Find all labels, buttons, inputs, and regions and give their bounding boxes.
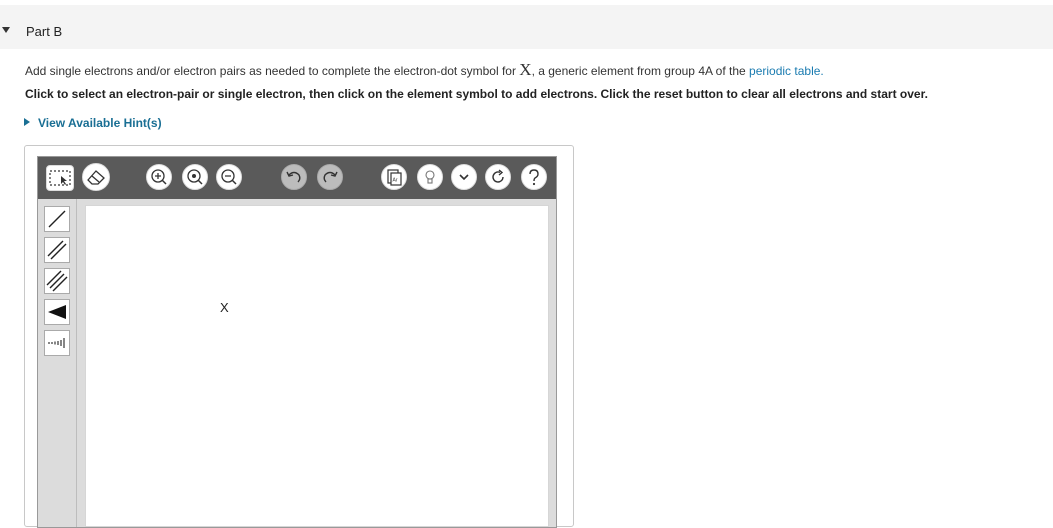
part-header[interactable] — [0, 5, 1053, 49]
drawing-tool-panel — [24, 145, 574, 527]
drawing-canvas[interactable] — [85, 205, 549, 527]
instruction-symbol: X — [519, 60, 532, 79]
double-bond-icon[interactable] — [44, 237, 70, 263]
lightbulb-icon[interactable] — [417, 164, 443, 190]
template-icon[interactable] — [381, 164, 407, 190]
eraser-icon[interactable] — [82, 163, 110, 191]
collapse-arrow-icon[interactable] — [2, 27, 10, 33]
instruction-text — [25, 60, 824, 80]
instruction-prefix: Add single electrons and/or electron pairs as needed to complete the electron-dot symbol for — [25, 64, 520, 78]
redo-icon[interactable] — [317, 164, 343, 190]
caret-right-icon — [24, 118, 30, 126]
zoom-out-icon[interactable] — [216, 164, 242, 190]
element-symbol[interactable]: X — [220, 300, 229, 315]
template-label: Ar — [392, 177, 398, 184]
reset-icon[interactable] — [485, 164, 511, 190]
view-hints-toggle[interactable] — [24, 116, 162, 130]
single-bond-icon[interactable] — [44, 206, 70, 232]
chevron-down-icon[interactable] — [451, 164, 477, 190]
help-icon[interactable] — [521, 164, 547, 190]
wedge-bond-icon[interactable] — [44, 299, 70, 325]
hash-bond-icon[interactable] — [44, 330, 70, 356]
triple-bond-icon[interactable] — [44, 268, 70, 294]
part-title: Part B — [26, 24, 63, 39]
select-icon[interactable] — [46, 165, 74, 191]
instruction-middle: , a generic element from group 4A of the — [531, 64, 750, 78]
zoom-in-icon[interactable] — [146, 164, 172, 190]
periodic-table-link[interactable]: periodic table. — [749, 64, 824, 78]
molecule-editor — [37, 156, 557, 528]
zoom-fit-icon[interactable] — [182, 164, 208, 190]
bond-sidebar — [38, 199, 77, 527]
undo-icon[interactable] — [281, 164, 307, 190]
instruction-bold-text: Click to select an electron-pair or single electron, then click on the element symbol to add electrons. Click the reset button to clear all electrons and start over. — [25, 87, 928, 101]
hint-label: View Available Hint(s) — [38, 116, 162, 130]
editor-toolbar — [38, 157, 556, 199]
